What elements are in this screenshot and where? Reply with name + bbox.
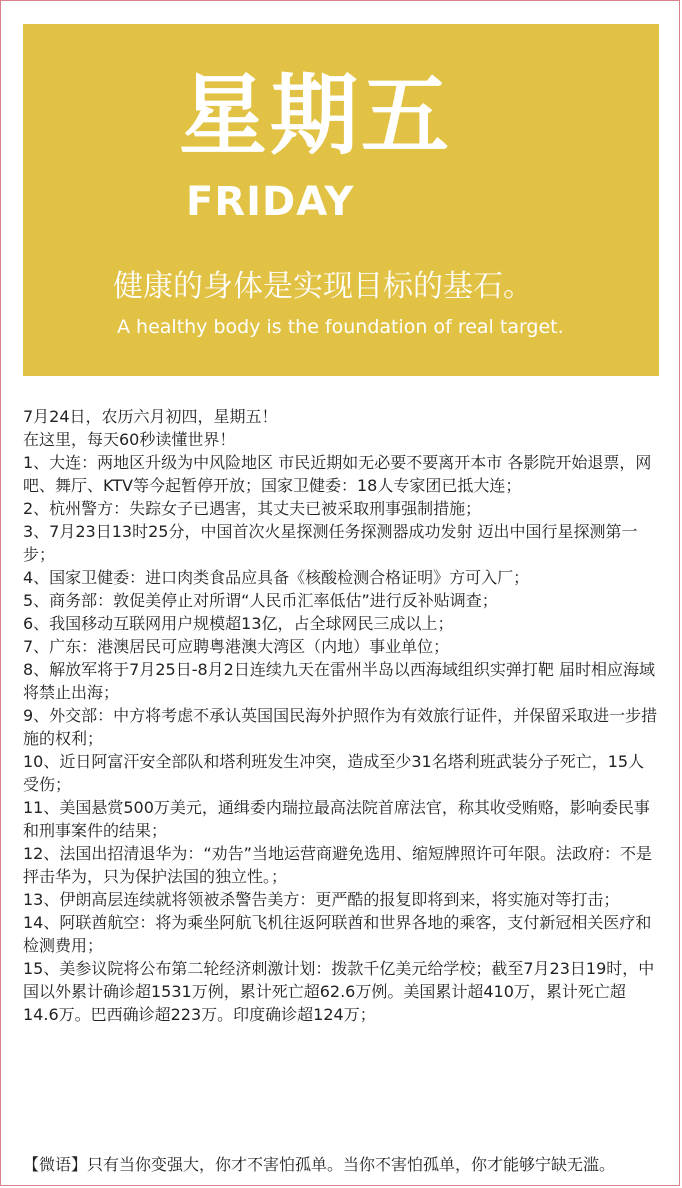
article-body bbox=[23, 405, 659, 1026]
news-item: 9、外交部：中方将考虑不承认英国国民海外护照作为有效旅行证件，并保留采取进一步措施的权利； bbox=[23, 706, 658, 748]
news-item: 11、美国悬赏500万美元，通缉委内瑞拉最高法院首席法官，称其收受贿赂，影响委民事和刑事案件的结果； bbox=[23, 798, 650, 840]
banner-motto-en: A healthy body is the foundation of real target. bbox=[117, 316, 564, 338]
news-item: 3、7月23日13时25分，中国首次火星探测任务探测器成功发射 迈出中国行星探测第一步； bbox=[23, 522, 638, 564]
news-item: 12、法国出招清退华为：“劝告”当地运营商避免选用、缩短牌照许可年限。法政府：不是抨击华为，只为保护法国的独立性。； bbox=[23, 844, 652, 886]
news-item: 6、我国移动互联网用户规模超13亿，占全球网民三成以上； bbox=[23, 614, 454, 633]
banner-motto-cn: 健康的身体是实现目标的基石。 bbox=[113, 269, 533, 304]
date-line: 7月24日，农历六月初四，星期五！ bbox=[23, 407, 278, 426]
news-item: 5、商务部：敦促美停止对所谓“人民币汇率低估”进行反补贴调查； bbox=[23, 591, 498, 610]
news-item: 14、阿联酋航空：将为乘坐阿航飞机往返阿联酋和世界各地的乘客，支付新冠相关医疗和检测费用； bbox=[23, 913, 652, 955]
news-item: 8、解放军将于7月25日-8月2日连续九天在雷州半岛以西海域组织实弹打靶 届时相应海域将禁止出海； bbox=[23, 660, 655, 702]
header-banner bbox=[23, 24, 659, 376]
banner-title-cn: 星期五 bbox=[179, 64, 453, 167]
banner-title-en: FRIDAY bbox=[186, 179, 355, 225]
news-item: 1、大连：两地区升级为中风险地区 市民近期如无必要不要离开本市 各影院开始退票，网吧、舞厅、KTV等今起暂停开放；国家卫健委：18人专家团已抵大连； bbox=[23, 453, 652, 495]
news-item: 10、近日阿富汗安全部队和塔利班发生冲突，造成至少31名塔利班武装分子死亡，15人受伤； bbox=[23, 752, 645, 794]
news-item: 4、国家卫健委：进口肉类食品应具备《核酸检测合格证明》方可入厂； bbox=[23, 568, 530, 587]
news-item: 7、广东：港澳居民可应聘粤港澳大湾区（内地）事业单位； bbox=[23, 637, 450, 656]
tagline: 在这里，每天60秒读懂世界！ bbox=[23, 430, 236, 449]
news-item: 15、美参议院将公布第二轮经济刺激计划：拨款千亿美元给学校；截至7月23日19时，中国以外累计确诊超1531万例，累计死亡超62.6万例。美国累计超410万，累计死亡超14.6万。巴西确诊超223万。印度确诊超124万； bbox=[23, 959, 655, 1024]
news-item: 2、杭州警方：失踪女子已遇害，其丈夫已被采取刑事强制措施； bbox=[23, 499, 482, 518]
news-item: 13、伊朗高层连续就将领被杀警告美方：更严酷的报复即将到来，将实施对等打击； bbox=[23, 890, 620, 909]
footer-quote: 【微语】只有当你变强大，你才不害怕孤单。当你不害怕孤单，你才能够宁缺无滥。 bbox=[23, 1155, 616, 1174]
